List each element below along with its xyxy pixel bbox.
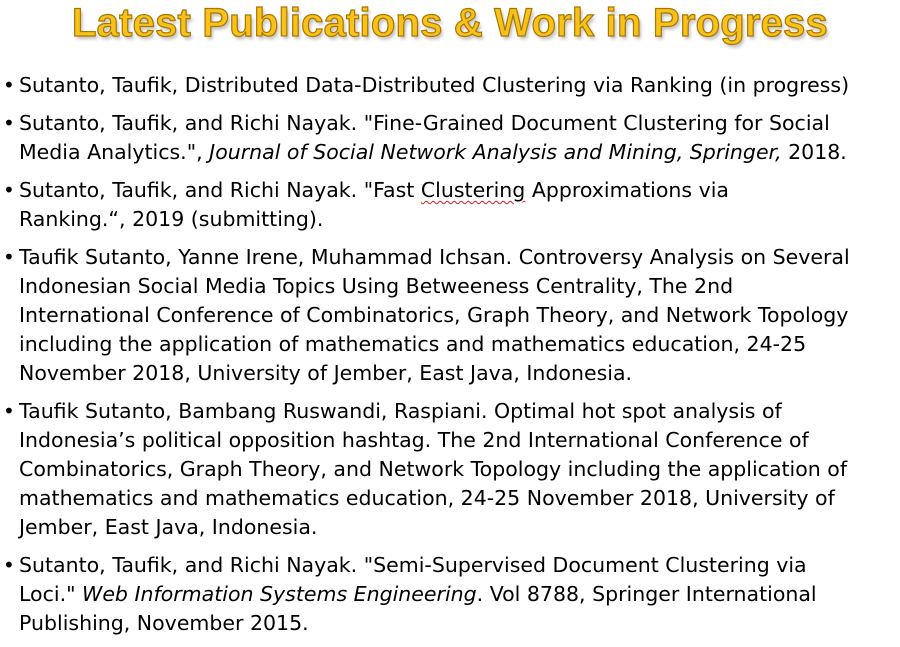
- publication-text: Taufik Sutanto, Bambang Ruswandi, Raspiani. Optimal hot spot analysis of: [19, 399, 782, 423]
- publication-item-5: [0, 397, 895, 542]
- publication-text: Publishing, November 2015.: [19, 611, 309, 635]
- bullet-icon: •: [3, 178, 15, 202]
- publication-text: Indonesian Social Media Topics Using Betweeness Centrality, The 2nd: [19, 274, 734, 298]
- publication-text: November 2018, University of Jember, East Java, Indonesia.: [19, 361, 633, 385]
- publication-text: Combinatorics, Graph Theory, and Network Topology including the application of: [19, 457, 848, 481]
- publication-venue: Journal of Social Network Analysis and Mining, Springer,: [209, 140, 782, 164]
- publication-text: International Conference of Combinatorics, Graph Theory, and Network Topology: [19, 303, 849, 327]
- publication-item-2: [0, 109, 895, 167]
- publication-text: mathematics and mathematics education, 24-25 November 2018, University of: [19, 486, 835, 510]
- publication-text: Taufik Sutanto, Yanne Irene, Muhammad Ichsan. Controversy Analysis on Several: [19, 245, 850, 269]
- publication-item-3: [0, 176, 895, 234]
- publication-item-1: [0, 71, 895, 100]
- publication-text: Jember, East Java, Indonesia.: [19, 515, 318, 539]
- spellcheck-flagged-word[interactable]: Clustering: [420, 178, 526, 202]
- publication-text-segment: Approximations via: [525, 178, 729, 202]
- page-title: Latest Publications & Work in Progress: [72, 1, 828, 45]
- publication-list: [0, 71, 895, 647]
- publication-text-segment: 2018.: [781, 140, 847, 164]
- publication-text-segment: Loci.": [19, 582, 83, 606]
- bullet-icon: •: [3, 73, 15, 97]
- bullet-icon: •: [3, 245, 15, 269]
- publication-item-6: [0, 551, 895, 638]
- publication-text-segment: Media Analytics.",: [19, 140, 210, 164]
- publication-venue: Web Information Systems Engineering: [82, 582, 477, 606]
- bullet-icon: •: [3, 553, 15, 577]
- publication-text: Ranking.“, 2019 (submitting).: [19, 207, 324, 231]
- publication-text: Sutanto, Taufik, and Richi Nayak. "Semi-Supervised Document Clustering via: [19, 553, 807, 577]
- publication-text: Sutanto, Taufik, Distributed Data-Distributed Clustering via Ranking (in progress): [19, 73, 850, 97]
- publication-text: including the application of mathematics and mathematics education, 24-25: [19, 332, 807, 356]
- publication-text: Indonesia’s political opposition hashtag. The 2nd International Conference of: [19, 428, 809, 452]
- bullet-icon: •: [3, 399, 15, 423]
- bullet-icon: •: [3, 111, 15, 135]
- publication-text: Sutanto, Taufik, and Richi Nayak. "Fine-Grained Document Clustering for Social: [19, 111, 830, 135]
- publication-item-4: [0, 243, 895, 388]
- publication-text-segment: Sutanto, Taufik, and Richi Nayak. "Fast: [19, 178, 421, 202]
- publication-text-segment: . Vol 8788, Springer International: [476, 582, 817, 606]
- publication-text-line: [19, 580, 895, 609]
- publication-text-line: [19, 176, 895, 205]
- publication-text-line: [19, 138, 895, 167]
